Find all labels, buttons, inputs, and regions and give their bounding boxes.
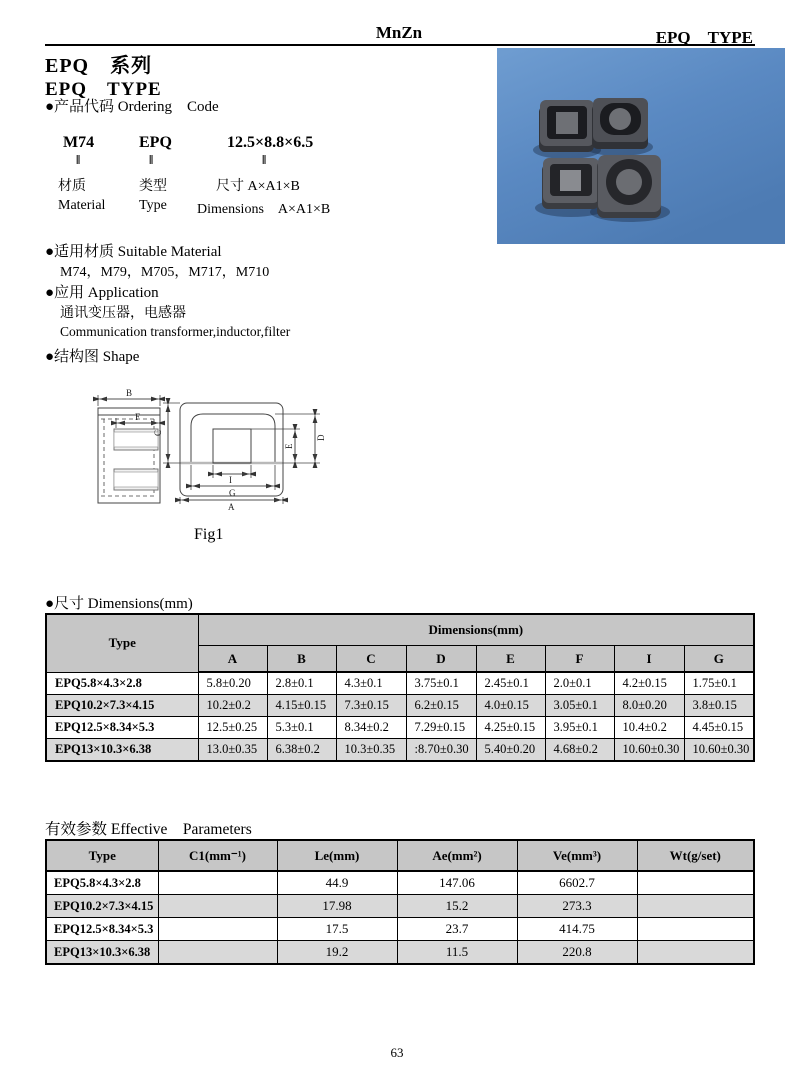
cell: 10.2±0.2 xyxy=(198,695,267,717)
eff-header-c1: C1(mm⁻¹) xyxy=(158,840,277,871)
page-number: 63 xyxy=(390,1045,404,1060)
table-row xyxy=(46,695,754,717)
suitable-material-list: M74，M79，M705，M717，M710 xyxy=(60,265,270,280)
ordering-bar-1: ‖ xyxy=(76,152,80,167)
cell xyxy=(158,871,277,895)
eff-header-le: Le(mm) xyxy=(277,840,397,871)
row-type: EPQ12.5×8.34×5.3 xyxy=(46,918,158,941)
ordering-code-material: M74 xyxy=(63,134,95,151)
cell: 4.2±0.15 xyxy=(614,672,684,695)
shape-heading: ●结构图 Shape xyxy=(45,349,140,365)
ordering-code-type: EPQ xyxy=(139,134,172,151)
header-material: MnZn xyxy=(375,23,423,42)
cell: 13.0±0.35 xyxy=(198,739,267,762)
eff-header-type: Type xyxy=(46,840,158,871)
cell: 5.3±0.1 xyxy=(267,717,336,739)
dim-label-g: G xyxy=(229,488,236,498)
cell: 7.3±0.15 xyxy=(336,695,406,717)
ordering-label-en-type: Type xyxy=(139,198,167,213)
row-type: EPQ13×10.3×6.38 xyxy=(46,739,198,762)
ordering-label-cn-material: 材质 xyxy=(58,179,86,194)
cell: 15.2 xyxy=(397,895,517,918)
product-photo xyxy=(497,48,785,244)
cell: 414.75 xyxy=(517,918,637,941)
cell: 3.75±0.1 xyxy=(406,672,476,695)
col-header-e: E xyxy=(476,646,545,673)
cell: 4.25±0.15 xyxy=(476,717,545,739)
cell: 3.8±0.15 xyxy=(684,695,754,717)
col-header-f: F xyxy=(545,646,614,673)
header-rule xyxy=(45,44,755,46)
header-series: EPQ TYPE xyxy=(655,28,753,47)
dim-label-d: D xyxy=(316,434,326,441)
application-cn: 通讯变压器，电感器 xyxy=(60,306,186,321)
cell: 10.4±0.2 xyxy=(614,717,684,739)
page-title-en: EPQ TYPE xyxy=(45,79,162,100)
suitable-material-heading: ●适用材质 Suitable Material xyxy=(45,244,222,260)
cell: 6602.7 xyxy=(517,871,637,895)
table-row xyxy=(46,672,754,695)
figure-caption: Fig1 xyxy=(194,526,224,543)
cell: 3.05±0.1 xyxy=(545,695,614,717)
cell: 12.5±0.25 xyxy=(198,717,267,739)
col-header-i: I xyxy=(614,646,684,673)
cell: 4.0±0.15 xyxy=(476,695,545,717)
ordering-label-cn-type: 类型 xyxy=(139,179,167,194)
cell: 19.2 xyxy=(277,941,397,965)
cell: 17.98 xyxy=(277,895,397,918)
ordering-label-en-dimensions: Dimensions A×A1×B xyxy=(197,202,331,217)
cell: 3.95±0.1 xyxy=(545,717,614,739)
dim-label-b: B xyxy=(126,388,133,398)
cell: 5.40±0.20 xyxy=(476,739,545,762)
cell xyxy=(637,895,754,918)
application-heading: ●应用 Application xyxy=(45,285,159,301)
cell: 6.38±0.2 xyxy=(267,739,336,762)
cell xyxy=(158,895,277,918)
cell: 4.45±0.15 xyxy=(684,717,754,739)
cell: 23.7 xyxy=(397,918,517,941)
col-header-a: A xyxy=(198,646,267,673)
cell: 17.5 xyxy=(277,918,397,941)
dim-label-e: E xyxy=(284,443,294,449)
cell: 10.60±0.30 xyxy=(684,739,754,762)
row-type: EPQ12.5×8.34×5.3 xyxy=(46,717,198,739)
effective-parameters-heading: 有效参数 Effective Parameters xyxy=(45,821,252,838)
row-type: EPQ10.2×7.3×4.15 xyxy=(46,895,158,918)
ferrite-core-4 xyxy=(597,155,661,218)
dimensions-heading: ●尺寸 Dimensions(mm) xyxy=(45,596,193,612)
table-row xyxy=(46,739,754,762)
cell: 2.45±0.1 xyxy=(476,672,545,695)
table-row xyxy=(46,895,754,918)
cell: 10.3±0.35 xyxy=(336,739,406,762)
eff-header-ae: Ae(mm²) xyxy=(397,840,517,871)
cell: 1.75±0.1 xyxy=(684,672,754,695)
col-header-d: D xyxy=(406,646,476,673)
eff-header-ve: Ve(mm³) xyxy=(517,840,637,871)
cell: 44.9 xyxy=(277,871,397,895)
cell xyxy=(637,941,754,965)
ordering-bar-3: ‖ xyxy=(262,152,266,167)
cell: :8.70±0.30 xyxy=(406,739,476,762)
col-header-g: G xyxy=(684,646,754,673)
cell: 4.3±0.1 xyxy=(336,672,406,695)
cell: 4.15±0.15 xyxy=(267,695,336,717)
cell xyxy=(637,871,754,895)
dim-label-c: C xyxy=(153,429,163,436)
cell: 4.68±0.2 xyxy=(545,739,614,762)
dim-label-f: F xyxy=(135,412,141,422)
cell: 273.3 xyxy=(517,895,637,918)
dimensions-table xyxy=(45,613,755,762)
row-type: EPQ13×10.3×6.38 xyxy=(46,941,158,965)
cell: 2.0±0.1 xyxy=(545,672,614,695)
col-header-c: C xyxy=(336,646,406,673)
cell: 11.5 xyxy=(397,941,517,965)
ordering-code-dimensions: 12.5×8.8×6.5 xyxy=(227,134,314,151)
cell: 10.60±0.30 xyxy=(614,739,684,762)
row-type: EPQ10.2×7.3×4.15 xyxy=(46,695,198,717)
ordering-heading: ●产品代码 Ordering Code xyxy=(45,99,219,115)
row-type: EPQ5.8×4.3×2.8 xyxy=(46,871,158,895)
ordering-bar-2: ‖ xyxy=(149,152,153,167)
cell xyxy=(158,941,277,965)
table-row xyxy=(46,918,754,941)
shape-drawing xyxy=(88,386,348,536)
ordering-label-en-material: Material xyxy=(58,198,106,213)
cell: 2.8±0.1 xyxy=(267,672,336,695)
cell xyxy=(637,918,754,941)
table-row xyxy=(46,717,754,739)
cell: 147.06 xyxy=(397,871,517,895)
table-row xyxy=(46,871,754,895)
dimensions-type-header: Type xyxy=(46,614,198,672)
dim-label-a: A xyxy=(228,502,235,512)
cell: 7.29±0.15 xyxy=(406,717,476,739)
col-header-b: B xyxy=(267,646,336,673)
ferrite-core-3 xyxy=(542,158,599,209)
ferrite-core-2 xyxy=(592,98,648,149)
cell: 8.0±0.20 xyxy=(614,695,684,717)
eff-header-wt: Wt(g/set) xyxy=(637,840,754,871)
ferrite-core-1 xyxy=(539,100,594,152)
table-row xyxy=(46,941,754,965)
effective-parameters-table xyxy=(45,839,755,965)
row-type: EPQ5.8×4.3×2.8 xyxy=(46,672,198,695)
cell xyxy=(158,918,277,941)
cell: 5.8±0.20 xyxy=(198,672,267,695)
ordering-label-cn-dimensions: 尺寸 A×A1×B xyxy=(216,179,300,194)
cell: 220.8 xyxy=(517,941,637,965)
cell: 6.2±0.15 xyxy=(406,695,476,717)
cell: 8.34±0.2 xyxy=(336,717,406,739)
dimensions-group-header: Dimensions(mm) xyxy=(198,614,754,646)
dim-label-i: I xyxy=(229,475,232,485)
application-en: Communication transformer,inductor,filter xyxy=(60,324,291,339)
page-title-cn: EPQ 系列 xyxy=(45,55,153,77)
